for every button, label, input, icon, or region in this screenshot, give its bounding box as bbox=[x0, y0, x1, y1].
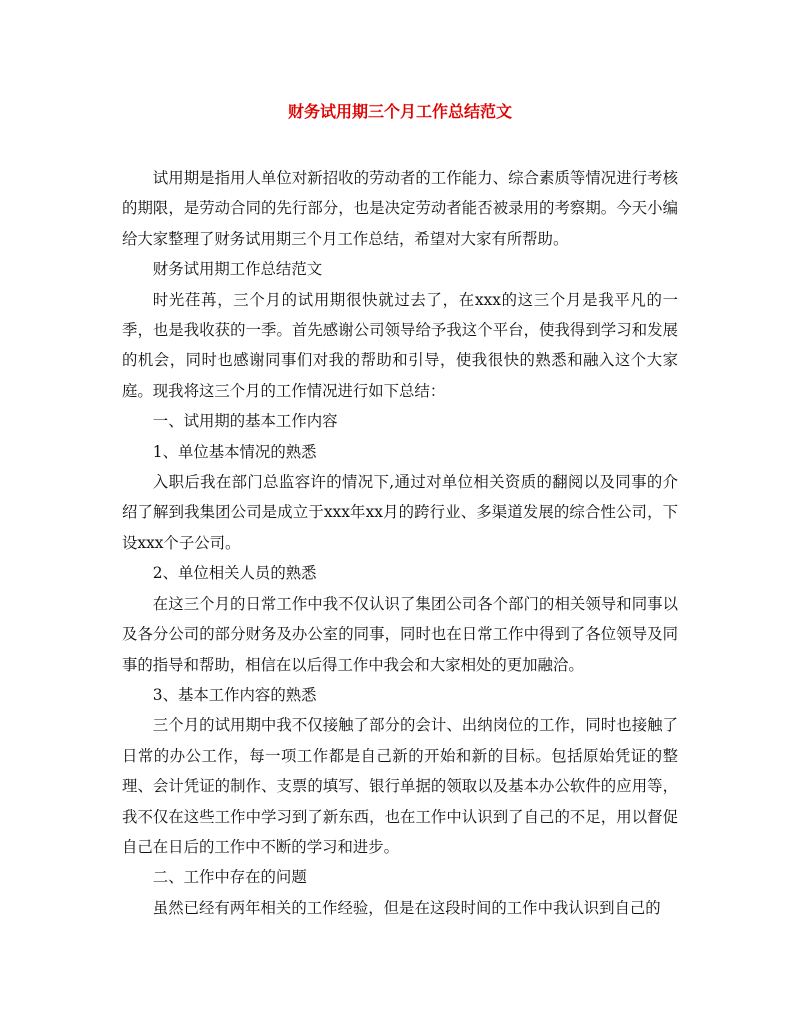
body-paragraph: 虽然已经有两年相关的工作经验，但是在这段时间的工作中我认识到自己的 bbox=[152, 898, 661, 917]
document-body bbox=[122, 163, 678, 923]
subsection-heading: 2、单位相关人员的熟悉 bbox=[152, 564, 317, 583]
section-heading: 二、工作中存在的问题 bbox=[152, 868, 307, 887]
section-heading: 一、试用期的基本工作内容 bbox=[152, 412, 338, 431]
intro-paragraph: 试用期是指用人单位对新招收的劳动者的工作能力、综合素质等情况进行考核的期限，是劳动合同的先行部分，也是决定劳动者能否被录用的考察期。今天小编给大家整理了财务试用期三个月工作总结，希望对大家有所帮助。 bbox=[122, 169, 678, 248]
subsection-heading: 1、单位基本情况的熟悉 bbox=[152, 442, 317, 461]
document-title: 财务试用期三个月工作总结范文 bbox=[287, 102, 512, 121]
subsection-heading: 3、基本工作内容的熟悉 bbox=[152, 685, 317, 704]
body-paragraph: 在这三个月的日常工作中我不仅认识了集团公司各个部门的相关领导和同事以及各分公司的部分财务及办公室的同事，同时也在日常工作中得到了各位领导及同事的指导和帮助，相信在以后得工作中我会和大家相处的更加融洽。 bbox=[122, 594, 678, 674]
section-heading: 财务试用期工作总结范文 bbox=[152, 260, 323, 279]
body-paragraph: 时光荏苒，三个月的试用期很快就过去了，在xxx的这三个月是我平凡的一季，也是我收获的一季。首先感谢公司领导给予我这个平台，使我得到学习和发展的机会，同时也感谢同事们对我的帮助和引导，使我很快的熟悉和融入这个大家庭。现我将这三个月的工作情况进行如下总结： bbox=[122, 290, 678, 400]
body-paragraph: 入职后我在部门总监容许的情况下,通过对单位相关资质的翻阅以及同事的介绍了解到我集团公司是成立于xxx年xx月的跨行业、多渠道发展的综合性公司，下设xxx个子公司。 bbox=[122, 473, 678, 552]
body-paragraph: 三个月的试用期中我不仅接触了部分的会计、出纳岗位的工作，同时也接触了日常的办公工作，每一项工作都是自己新的开始和新的目标。包括原始凭证的整理、会计凭证的制作、支票的填写、银行单据的领取以及基本办公软件的应用等，我不仅在这些工作中学习到了新东西，也在工作中认识到了自己的不足，用以督促自己在日后的工作中不断的学习和进步。 bbox=[122, 716, 678, 856]
